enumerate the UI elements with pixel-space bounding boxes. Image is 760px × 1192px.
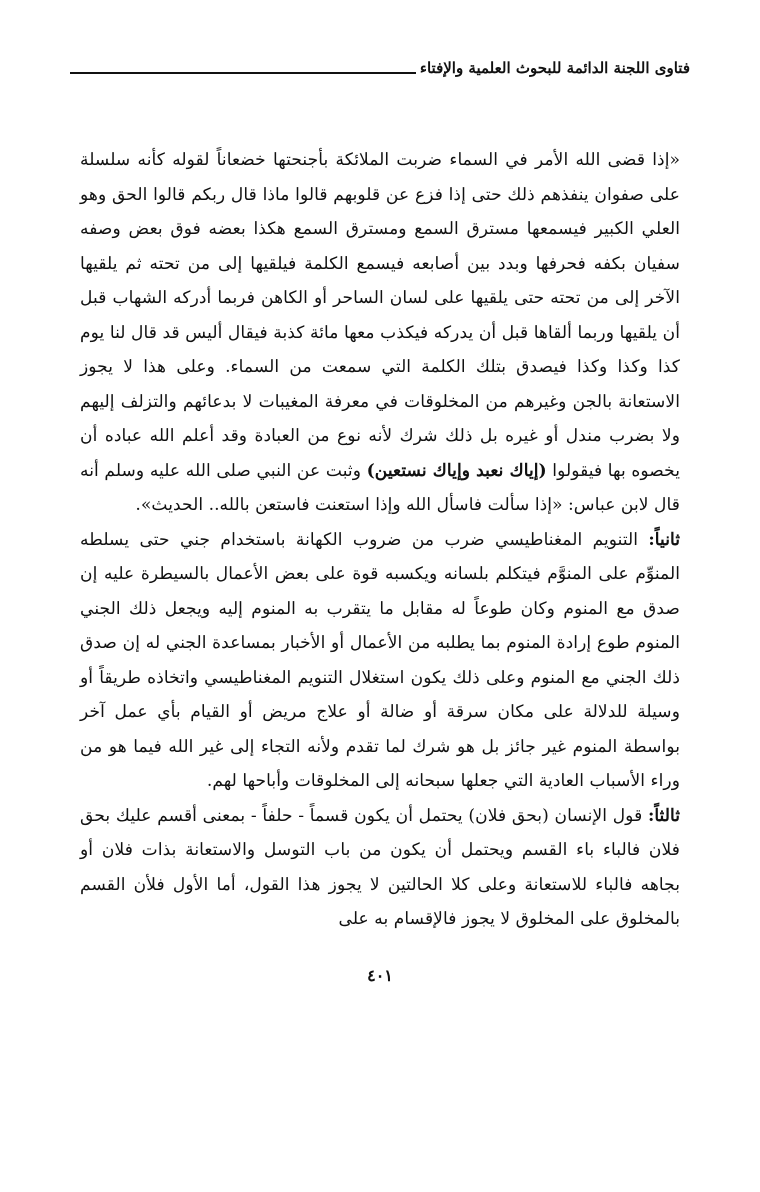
paragraph-lead-third: ثالثاً: (647, 805, 680, 826)
paragraph-second (80, 523, 680, 799)
running-header (70, 52, 690, 78)
header-rule (70, 72, 416, 74)
paragraph-lead-second: ثانياً: (648, 529, 680, 550)
paragraph-third (80, 799, 680, 937)
paragraph-text: قول الإنسان (بحق فلان) يحتمل أن يكون قسماً - حلفاً - بمعنى أقسم عليك بحق فلان فالباء باء القسم ويحتمل أن يكون من باب التوسل والاستعانة بذات فلان أو بجاهه فالباء للاستعانة وعلى كلا الحالتين لا يجوز هذا القول، أما الأول فلأن القسم بالمخلوق على المخلوق لا يجوز فالإقسام به على (80, 805, 680, 929)
paragraph-text: التنويم المغناطيسي ضرب من ضروب الكهانة باستخدام جني حتى يسلطه المنوِّم على المنوَّم فيتكلم بلسانه ويكسبه قوة على بعض الأعمال بالسيطرة عليه إن صدق مع المنوم وكان طوعاً له مقابل ما يتقرب به المنوم إليه ويجعل ذلك الجني المنوم طوع إرادة المنوم بما يطلبه من الأعمال أو الأخبار بمساعدة الجني له إن صدق ذلك الجني مع المنوم وعلى ذلك يكون استغلال التنويم المغناطيسي واتخاذه طريقاً أو وسيلة للدلالة على مكان سرقة أو ضالة أو علاج مريض أو القيام بأي عمل آخر بواسطة المنوم غير جائز بل هو شرك لما تقدم ولأنه التجاء إلى غير الله فيما هو من وراء الأسباب العادية التي جعلها سبحانه إلى المخلوقات وأباحها لهم. (80, 529, 680, 791)
paragraph-text-before: «إذا قضى الله الأمر في السماء ضربت الملائكة بأجنحتها خضعاناً لقوله كأنه سلسلة على صفوان ينفذهم ذلك حتى إذا فزع عن قلوبهم قالوا ماذا قال ربكم قالوا الحق وهو العلي الكبير فيسمعها مسترق السمع ومسترق السمع هكذا بعضه فوق بعض وصفه سفيان بكفه فحرفها وبدد بين أصابعه فيسمع الكلمة فيلقيها إلى من تحته ثم يلقيها الآخر إلى من تحته حتى يلقيها على لسان الساحر أو الكاهن فربما أدركه الشهاب قبل أن يلقيها وربما ألقاها قبل أن يدركه فيكذب معها مائة كذبة فيقال أليس قد قال لنا يوم كذا وكذا وكذا فيصدق بتلك الكلمة التي سمعت من السماء. وعلى هذا لا يجوز الاستعانة بالجن وغيرهم من المخلوقات في معرفة المغيبات لا بدعائهم والتزلف إليهم ولا بضرب مندل أو غيره بل ذلك شرك لأنه نوع من العبادة وقد أعلم الله عباده أن يخصوه بها فيقولوا (80, 150, 681, 481)
paragraph-text-after: وثبت عن النبي صلى الله عليه وسلم أنه قال لابن عباس: «إذا سألت فاسأل الله وإذا استعنت فاستعن بالله.. الحديث». (80, 460, 680, 515)
body-text (80, 143, 680, 937)
paragraph-quote (80, 143, 680, 523)
quranic-verse: (إياك نعبد وإياك نستعين) (366, 460, 547, 481)
running-header-title: فتاوى اللجنة الدائمة للبحوث العلمية والإفتاء (419, 59, 690, 77)
page-number: ٤٠١ (367, 966, 393, 985)
